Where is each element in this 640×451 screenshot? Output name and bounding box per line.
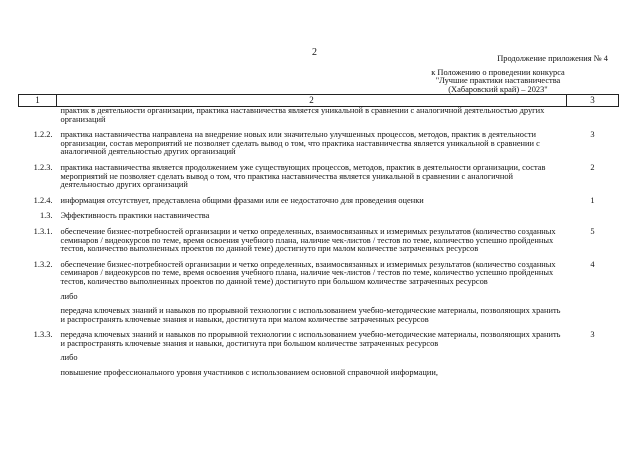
table-header-row bbox=[19, 95, 619, 107]
table-row bbox=[19, 212, 619, 221]
table-row bbox=[19, 131, 619, 157]
section-number: 1.3. bbox=[39, 211, 53, 221]
header-line-regulation: к Положению о проведении конкурса bbox=[431, 67, 565, 77]
column-header-3: 3 bbox=[567, 95, 619, 107]
section-title: Эффективность практики наставничества bbox=[60, 211, 210, 221]
item-number: 1.3.3. bbox=[33, 330, 53, 340]
item-text: обеспечение бизнес-потребностей организации и четко определенных, взаимосвязанных и измеримых результатов (количество созданных семинаров / видеокурсов по теме, время освоения учебного плана, наличие чек-листов / тестов по теме, количество успешно пройденных тестов, количество выполненных проектов по данной теме) достигнуто при большом количестве затраченных ресурсов bbox=[60, 259, 556, 286]
item-number: 1.2.4. bbox=[33, 195, 53, 205]
table-row bbox=[19, 197, 619, 206]
item-score: 3 bbox=[590, 330, 595, 340]
item-score: 1 bbox=[590, 195, 595, 205]
item-number: 1.2.3. bbox=[33, 162, 53, 172]
header-line-contest: "Лучшие практики наставничества bbox=[435, 76, 561, 86]
alternative-text: передача ключевых знаний и навыков по прорывной технологии с использованием учебно-методические материалы, позволяющих хранить и распространять ключевые знания и навыки, достигнута при малом количестве затраченных ресурсов bbox=[60, 306, 561, 324]
item-number: 1.3.2. bbox=[33, 259, 53, 269]
table-row bbox=[19, 164, 619, 190]
item-score: 2 bbox=[590, 162, 595, 172]
item-text: практика наставничества направлена на внедрение новых или значительно улучшенных процессов, методов, практик в деятельности организации, состав мероприятий не позволяет сделать вывод о том, что практика наставничества является уникальной в сравнении с аналогичной деятельностью других организаций bbox=[60, 130, 540, 157]
item-text: передача ключевых знаний и навыков по прорывной технологии с использованием учебно-методические материалы, позволяющих хранить и распространять ключевые знания и навыки, достигнута при большом количестве затраченных ресурсов bbox=[60, 330, 561, 348]
table-row bbox=[19, 261, 619, 325]
item-score bbox=[567, 107, 619, 125]
page-number: 2 bbox=[312, 47, 317, 58]
item-number: 1.2.2. bbox=[33, 130, 53, 140]
column-header-1: 1 bbox=[19, 95, 57, 107]
alternative-text: повышение профессионального уровня участников с использованием основной справочной информации, bbox=[60, 368, 438, 378]
item-number bbox=[19, 107, 57, 125]
item-text: обеспечение бизнес-потребностей организации и четко определенных, взаимосвязанных и измеримых результатов (количество созданных семинаров / видеокурсов по теме, время освоения учебного плана, наличие чек-листов / тестов по теме, количество успешно пройденных тестов, количество выполненных проектов по данной теме) достигнуто при малом количестве затраченных ресурсов bbox=[60, 226, 556, 254]
alternative-connector: либо bbox=[60, 353, 78, 363]
document-header bbox=[388, 55, 608, 94]
item-text: информация отсутствует, представлена общими фразами или ее недостаточно для проведения оценки bbox=[60, 195, 424, 205]
item-score: 3 bbox=[590, 130, 595, 140]
item-score bbox=[567, 212, 619, 221]
alternative-connector: либо bbox=[60, 291, 78, 301]
item-score: 5 bbox=[590, 226, 595, 236]
item-text-block bbox=[57, 331, 567, 377]
item-text-block bbox=[57, 261, 567, 325]
table-row bbox=[19, 331, 619, 377]
table-row bbox=[19, 107, 619, 125]
header-line-appendix: Продолжение приложения № 4 bbox=[497, 54, 608, 63]
item-score: 4 bbox=[590, 259, 595, 269]
item-text: практика наставничества является продолжением уже существующих процессов, методов, практик в деятельности организации, состав мероприятий не позволяет сделать вывод о том, что практика наставничества является уникальной в сравнении с аналогичной деятельностью других организаций bbox=[60, 162, 546, 190]
column-header-2: 2 bbox=[57, 95, 567, 107]
criteria-table bbox=[18, 94, 619, 378]
item-text: практик в деятельности организации, практика наставничества является уникальной в сравнении с аналогичной деятельностью других организаций bbox=[60, 106, 545, 124]
header-line-region-year: (Хабаровский край) – 2023" bbox=[448, 84, 548, 94]
item-number: 1.3.1. bbox=[33, 226, 53, 236]
table-row bbox=[19, 228, 619, 254]
